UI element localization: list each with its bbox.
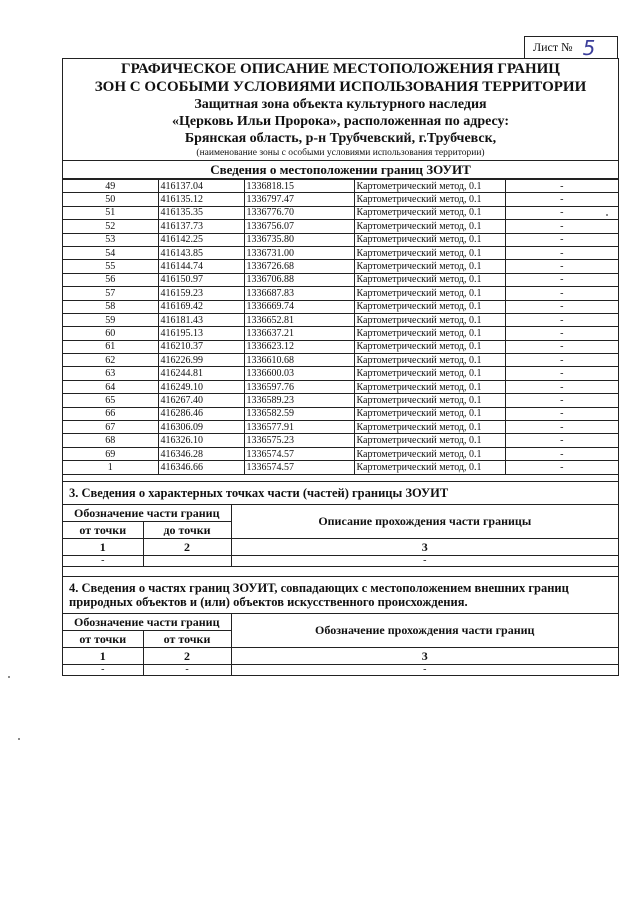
accuracy-cell: - bbox=[505, 233, 618, 246]
method-cell: Картометрический метод, 0.1 bbox=[354, 447, 505, 460]
coord-x: 416135.12 bbox=[158, 193, 244, 206]
coordinate-row bbox=[63, 193, 618, 206]
point-number: 52 bbox=[63, 220, 158, 233]
point-number: 50 bbox=[63, 193, 158, 206]
coordinate-row bbox=[63, 287, 618, 300]
accuracy-cell: - bbox=[505, 287, 618, 300]
s4-col-group: Обозначение части границ bbox=[63, 613, 231, 630]
s3-num-3: 3 bbox=[231, 538, 618, 555]
coord-x: 416346.28 bbox=[158, 447, 244, 460]
coord-y: 1336597.76 bbox=[244, 380, 354, 393]
s4-num-2: 2 bbox=[143, 647, 231, 664]
coord-y: 1336589.23 bbox=[244, 394, 354, 407]
section-4-table bbox=[63, 613, 618, 676]
coord-y: 1336797.47 bbox=[244, 193, 354, 206]
coord-y: 1336818.15 bbox=[244, 180, 354, 193]
coordinate-row bbox=[63, 421, 618, 434]
sheet-label: Лист № bbox=[533, 40, 573, 54]
accuracy-cell: - bbox=[505, 246, 618, 259]
s4-num-3: 3 bbox=[231, 647, 618, 664]
coord-y: 1336756.07 bbox=[244, 220, 354, 233]
accuracy-cell: - bbox=[505, 300, 618, 313]
coord-y: 1336637.21 bbox=[244, 327, 354, 340]
coord-y: 1336726.68 bbox=[244, 260, 354, 273]
coordinate-row bbox=[63, 273, 618, 286]
point-number: 64 bbox=[63, 380, 158, 393]
coord-y: 1336574.57 bbox=[244, 461, 354, 474]
sheet-number-box bbox=[524, 36, 618, 58]
accuracy-cell: - bbox=[505, 447, 618, 460]
method-cell: Картометрический метод, 0.1 bbox=[354, 327, 505, 340]
coord-y: 1336574.57 bbox=[244, 447, 354, 460]
coordinate-row bbox=[63, 327, 618, 340]
s4-empty-1: - bbox=[63, 664, 143, 675]
point-number: 54 bbox=[63, 246, 158, 259]
point-number: 58 bbox=[63, 300, 158, 313]
accuracy-cell: - bbox=[505, 180, 618, 193]
accuracy-cell: - bbox=[505, 434, 618, 447]
method-cell: Картометрический метод, 0.1 bbox=[354, 354, 505, 367]
point-number: 59 bbox=[63, 313, 158, 326]
point-number: 55 bbox=[63, 260, 158, 273]
coordinates-table bbox=[63, 179, 618, 475]
coord-y: 1336600.03 bbox=[244, 367, 354, 380]
method-cell: Картометрический метод, 0.1 bbox=[354, 193, 505, 206]
coord-y: 1336623.12 bbox=[244, 340, 354, 353]
method-cell: Картометрический метод, 0.1 bbox=[354, 206, 505, 219]
accuracy-cell: - bbox=[505, 461, 618, 474]
point-number: 1 bbox=[63, 461, 158, 474]
method-cell: Картометрический метод, 0.1 bbox=[354, 287, 505, 300]
coordinate-row bbox=[63, 394, 618, 407]
s3-num-2: 2 bbox=[143, 538, 231, 555]
coordinate-row bbox=[63, 220, 618, 233]
method-cell: Картометрический метод, 0.1 bbox=[354, 220, 505, 233]
coord-y: 1336706.88 bbox=[244, 273, 354, 286]
coord-x: 416137.04 bbox=[158, 180, 244, 193]
document-frame bbox=[62, 58, 619, 676]
method-cell: Картометрический метод, 0.1 bbox=[354, 380, 505, 393]
coord-x: 416142.25 bbox=[158, 233, 244, 246]
accuracy-cell: - bbox=[505, 313, 618, 326]
sheet-number: 5 bbox=[582, 35, 596, 60]
s4-col-from: от точки bbox=[63, 630, 143, 647]
s4-empty-2: - bbox=[143, 664, 231, 675]
coordinate-row bbox=[63, 206, 618, 219]
coord-y: 1336575.23 bbox=[244, 434, 354, 447]
section-3-table bbox=[63, 504, 618, 567]
point-number: 69 bbox=[63, 447, 158, 460]
method-cell: Картометрический метод, 0.1 bbox=[354, 434, 505, 447]
coord-x: 416150.97 bbox=[158, 273, 244, 286]
method-cell: Картометрический метод, 0.1 bbox=[354, 313, 505, 326]
scan-speck bbox=[606, 214, 608, 216]
header-line-4: «Церковь Ильи Пророка», расположенная по адресу: bbox=[171, 114, 510, 129]
coord-y: 1336776.70 bbox=[244, 206, 354, 219]
coord-x: 416210.37 bbox=[158, 340, 244, 353]
accuracy-cell: - bbox=[505, 367, 618, 380]
point-number: 57 bbox=[63, 287, 158, 300]
point-number: 62 bbox=[63, 354, 158, 367]
coord-y: 1336735.80 bbox=[244, 233, 354, 246]
section-3-title: 3. Сведения о характерных точках части (частей) границы ЗОУИТ bbox=[63, 481, 618, 504]
header-note: (наименование зоны с особыми условиями использования территории) bbox=[196, 148, 485, 158]
accuracy-cell: - bbox=[505, 421, 618, 434]
header-line-1: ГРАФИЧЕСКОЕ ОПИСАНИЕ МЕСТОПОЛОЖЕНИЯ ГРАНИЦ bbox=[121, 61, 560, 77]
s3-col-to: до точки bbox=[143, 521, 231, 538]
s4-num-1: 1 bbox=[63, 647, 143, 664]
s4-col-to: от точки bbox=[143, 630, 231, 647]
coord-y: 1336669.74 bbox=[244, 300, 354, 313]
coord-y: 1336610.68 bbox=[244, 354, 354, 367]
header-line-5: Брянская область, р-н Трубчевский, г.Трубчевск, bbox=[184, 131, 497, 146]
coordinate-row bbox=[63, 367, 618, 380]
s3-empty-2 bbox=[143, 555, 231, 566]
method-cell: Картометрический метод, 0.1 bbox=[354, 273, 505, 286]
coord-x: 416169.42 bbox=[158, 300, 244, 313]
accuracy-cell: - bbox=[505, 407, 618, 420]
coordinate-row bbox=[63, 340, 618, 353]
s3-col-desc: Описание прохождения части границы bbox=[231, 504, 618, 538]
point-number: 60 bbox=[63, 327, 158, 340]
coordinate-row bbox=[63, 461, 618, 474]
accuracy-cell: - bbox=[505, 380, 618, 393]
coord-y: 1336687.83 bbox=[244, 287, 354, 300]
document-header bbox=[63, 59, 618, 159]
accuracy-cell: - bbox=[505, 340, 618, 353]
point-number: 66 bbox=[63, 407, 158, 420]
coord-x: 416195.13 bbox=[158, 327, 244, 340]
coordinate-row bbox=[63, 246, 618, 259]
coordinate-row bbox=[63, 180, 618, 193]
coordinate-row bbox=[63, 434, 618, 447]
coordinate-row bbox=[63, 447, 618, 460]
coord-y: 1336582.59 bbox=[244, 407, 354, 420]
coordinate-row bbox=[63, 233, 618, 246]
coordinate-row bbox=[63, 380, 618, 393]
coord-x: 416137.73 bbox=[158, 220, 244, 233]
coord-x: 416244.81 bbox=[158, 367, 244, 380]
s3-empty-1: - bbox=[63, 555, 143, 566]
accuracy-cell: - bbox=[505, 327, 618, 340]
accuracy-cell: - bbox=[505, 206, 618, 219]
coord-x: 416249.10 bbox=[158, 380, 244, 393]
section-2-title: Сведения о местоположении границ ЗОУИТ bbox=[63, 161, 618, 179]
accuracy-cell: - bbox=[505, 394, 618, 407]
scan-speck bbox=[8, 676, 10, 678]
method-cell: Картометрический метод, 0.1 bbox=[354, 394, 505, 407]
header-line-2: ЗОН С ОСОБЫМИ УСЛОВИЯМИ ИСПОЛЬЗОВАНИЯ ТЕРРИТОРИИ bbox=[94, 79, 587, 95]
method-cell: Картометрический метод, 0.1 bbox=[354, 340, 505, 353]
coordinate-row bbox=[63, 260, 618, 273]
coordinate-row bbox=[63, 300, 618, 313]
method-cell: Картометрический метод, 0.1 bbox=[354, 300, 505, 313]
section-4-title: 4. Сведения о частях границ ЗОУИТ, совпадающих с местоположением внешних границ природных объектов и (или) объектов искусственного происхождения. bbox=[63, 576, 618, 613]
coord-x: 416143.85 bbox=[158, 246, 244, 259]
method-cell: Картометрический метод, 0.1 bbox=[354, 407, 505, 420]
point-number: 53 bbox=[63, 233, 158, 246]
method-cell: Картометрический метод, 0.1 bbox=[354, 260, 505, 273]
s3-col-group: Обозначение части границ bbox=[63, 504, 231, 521]
point-number: 56 bbox=[63, 273, 158, 286]
coord-x: 416346.66 bbox=[158, 461, 244, 474]
scan-speck bbox=[18, 738, 20, 740]
accuracy-cell: - bbox=[505, 273, 618, 286]
coord-y: 1336731.00 bbox=[244, 246, 354, 259]
coordinate-row bbox=[63, 354, 618, 367]
method-cell: Картометрический метод, 0.1 bbox=[354, 180, 505, 193]
point-number: 67 bbox=[63, 421, 158, 434]
coord-x: 416144.74 bbox=[158, 260, 244, 273]
method-cell: Картометрический метод, 0.1 bbox=[354, 461, 505, 474]
coord-x: 416286.46 bbox=[158, 407, 244, 420]
coord-x: 416135.35 bbox=[158, 206, 244, 219]
coord-x: 416306.09 bbox=[158, 421, 244, 434]
point-number: 68 bbox=[63, 434, 158, 447]
coord-x: 416326.10 bbox=[158, 434, 244, 447]
coordinate-row bbox=[63, 313, 618, 326]
s3-col-from: от точки bbox=[63, 521, 143, 538]
point-number: 61 bbox=[63, 340, 158, 353]
coord-x: 416159.23 bbox=[158, 287, 244, 300]
header-line-3: Защитная зона объекта культурного наследия bbox=[194, 97, 487, 112]
section-2 bbox=[63, 160, 618, 475]
point-number: 63 bbox=[63, 367, 158, 380]
accuracy-cell: - bbox=[505, 193, 618, 206]
accuracy-cell: - bbox=[505, 260, 618, 273]
coord-y: 1336652.81 bbox=[244, 313, 354, 326]
s3-empty-3: - bbox=[231, 555, 618, 566]
coord-x: 416267.40 bbox=[158, 394, 244, 407]
coordinate-row bbox=[63, 407, 618, 420]
method-cell: Картометрический метод, 0.1 bbox=[354, 367, 505, 380]
accuracy-cell: - bbox=[505, 220, 618, 233]
point-number: 49 bbox=[63, 180, 158, 193]
method-cell: Картометрический метод, 0.1 bbox=[354, 233, 505, 246]
coord-x: 416181.43 bbox=[158, 313, 244, 326]
point-number: 65 bbox=[63, 394, 158, 407]
point-number: 51 bbox=[63, 206, 158, 219]
accuracy-cell: - bbox=[505, 354, 618, 367]
method-cell: Картометрический метод, 0.1 bbox=[354, 246, 505, 259]
s4-empty-3: - bbox=[231, 664, 618, 675]
coord-x: 416226.99 bbox=[158, 354, 244, 367]
method-cell: Картометрический метод, 0.1 bbox=[354, 421, 505, 434]
coord-y: 1336577.91 bbox=[244, 421, 354, 434]
s4-col-desc: Обозначение прохождения части границ bbox=[231, 613, 618, 647]
s3-num-1: 1 bbox=[63, 538, 143, 555]
